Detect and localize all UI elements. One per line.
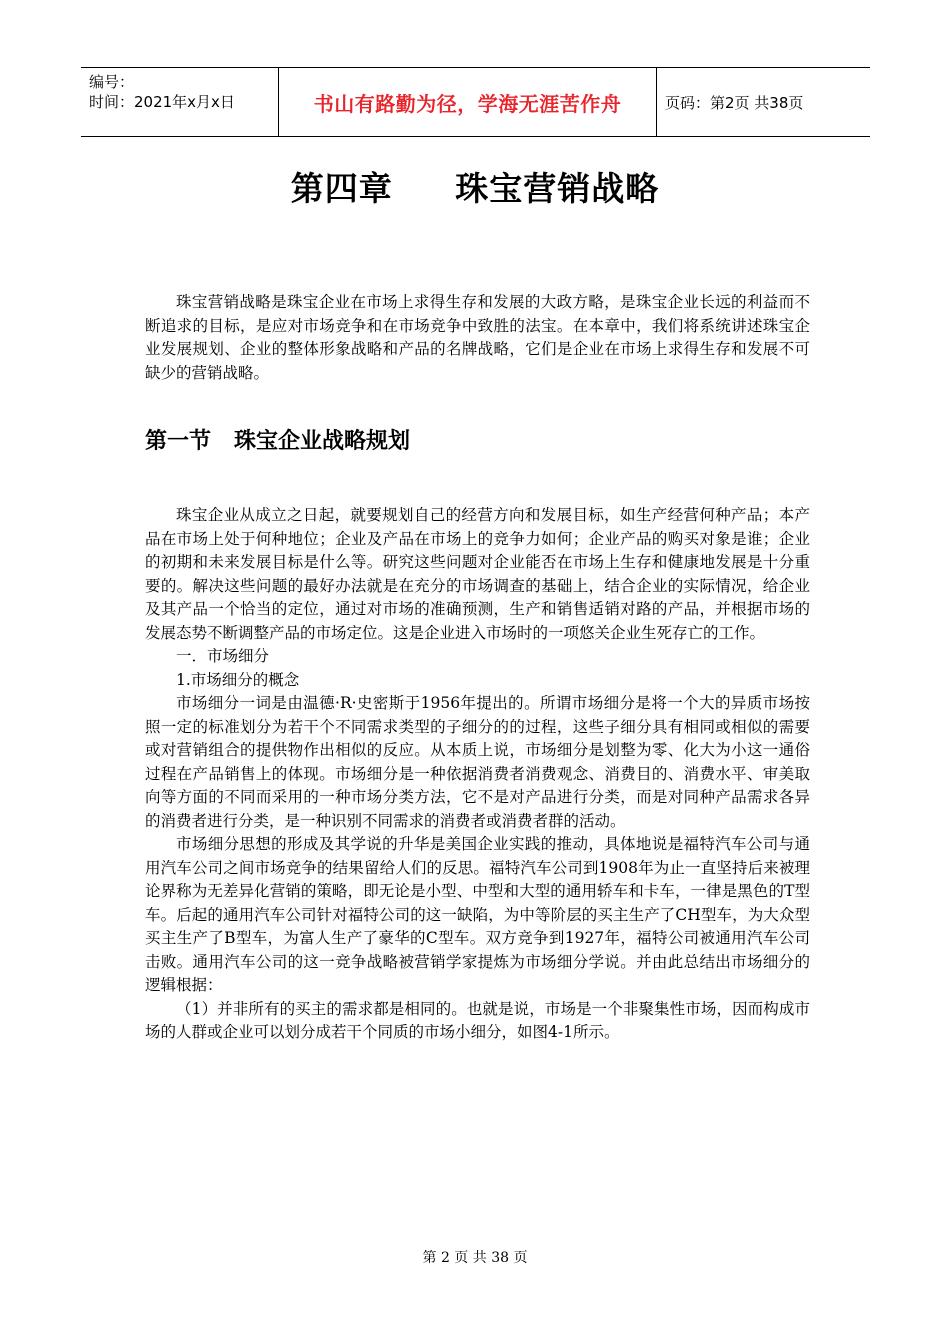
number-label: 编号： [89,73,135,91]
body-paragraph: 市场细分思想的形成及其学说的升华是美国企业实践的推动，具体地说是福特汽车公司与通用汽车公司之间市场竞争的结果留给人们的反思。福特汽车公司到1908年为止一直坚持后来被理论界称为无差异化营销的策略，即无论是小型、中型和大型的通用轿车和卡车，一律是黑色的T型车。后起的通用汽车公司针对福特公司的这一缺陷，为中等阶层的买主生产了CH型车，为大众型买主生产了B型车，为富人生产了豪华的C型车。双方竞争到1927年，福特公司被通用汽车公司击败。通用汽车公司的这一竞争战略被营销学家提炼为市场细分学说。并由此总结出市场细分的逻辑根据： [145,835,810,994]
page-footer: 第 2 页 共 38 页 [422,1250,528,1266]
header-page-info: 页码：第2页 共38页 [665,93,804,112]
subheading-market-segmentation: 一．市场细分 [176,647,270,665]
header-meta [81,68,279,136]
subheading-concept: 1.市场细分的概念 [176,670,300,689]
body-paragraph: 市场细分一词是由温德·R·史密斯于1956年提出的。所谓市场细分是将一个大的异质市场按照一定的标准划分为若干个不同需求类型的子细分的的过程，这些子细分具有相同或相似的需要或对营销组合的提供物作出相似的反应。从本质上说，市场细分是划整为零、化大为小这一通俗过程在产品销售上的体现。市场细分是一种依据消费者消费观念、消费目的、消费水平、审美取向等方面的不同而采用的一种市场分类方法，它不是对产品进行分类，而是对同种产品需求各异的消费者进行分类，是一种识别不同需求的消费者或消费者群的活动。 [145,694,810,830]
intro-block [145,291,810,385]
page-header [81,67,870,137]
body-paragraph-list-item: （1）并非所有的买主的需求都是相同的。也就是说，市场是一个非聚集性市场，因而构成市场的人群或企业可以划分成若干个同质的市场小细分，如图4-1所示。 [145,999,810,1041]
header-motto: 书山有路勤为径，学海无涯苦作舟 [279,68,657,136]
section-title: 第一节 珠宝企业战略规划 [145,429,410,454]
chapter-title: 第四章 珠宝营销战略 [290,169,660,208]
date-label: 时间：2021年x月x日 [89,93,235,111]
intro-paragraph: 珠宝营销战略是珠宝企业在市场上求得生存和发展的大政方略，是珠宝企业长远的利益而不断追求的目标，是应对市场竞争和在市场竞争中致胜的法宝。在本章中，我们将系统讲述珠宝企业发展规划、企业的整体形象战略和产品的名牌战略，它们是企业在市场上求得生存和发展不可缺少的营销战略。 [145,293,810,382]
body-paragraph: 珠宝企业从成立之日起，就要规划自己的经营方向和发展目标，如生产经营何种产品；本产品在市场上处于何种地位；企业及产品在市场上的竞争力如何；企业产品的购买对象是谁；企业的初期和未来发展目标是什么等。研究这些问题对企业能否在市场上生存和健康地发展是十分重要的。解决这些问题的最好办法就是在充分的市场调查的基础上，结合企业的实际情况，给企业及其产品一个恰当的定位，通过对市场的准确预测，生产和销售适销对路的产品，并根据市场的发展态势不断调整产品的市场定位。这是企业进入市场时的一项悠关企业生死存亡的工作。 [145,506,810,642]
section-body [145,504,810,1045]
